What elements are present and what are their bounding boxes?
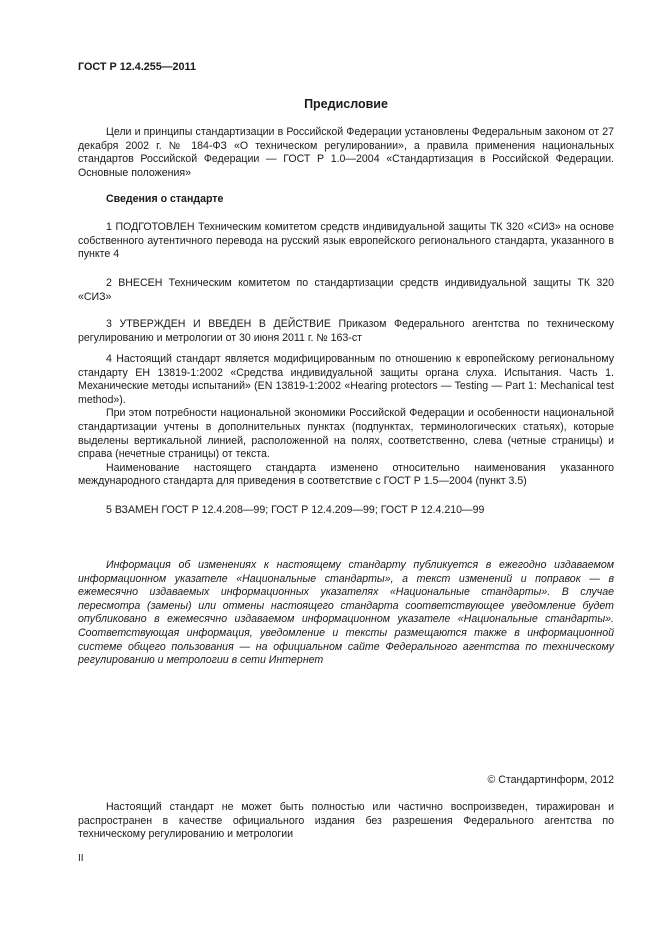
item-5-section (78, 504, 614, 518)
item-4-paragraph-1: 4 Настоящий стандарт является модифицированным по отношению к европейскому региональному стандарту ЕН 13819-1:2002 «Средства индивидуальной защиты органа слуха. Испытания. Часть 1. Механические методы испытаний» (EN 13819-1:2002 «Hearing protectors — Testing — Part 1: Mechanical test method»). (78, 353, 614, 406)
page-number: II (78, 853, 84, 864)
section-subheading: Сведения о стандарте (106, 193, 224, 205)
copyright-line: © Стандартинформ, 2012 (487, 774, 614, 786)
reproduction-notice: Настоящий стандарт не может быть полностью или частично воспроизведен, тиражирован и распространен в качестве официального издания без разрешения Федерального агентства по техническому регулированию и метрологии (78, 801, 614, 841)
reproduction-section (78, 801, 614, 842)
intro-section (78, 126, 614, 180)
info-notice-paragraph: Информация об изменениях к настоящему стандарту публикуется в ежегодно издаваемом информационном указателе «Национальные стандарты», а текст изменений и поправок — в ежемесячно издаваемых информационных указателях «Национальные стандарты». В случае пересмотра (замены) или отмены настоящего стандарта соответствующее уведомление будет опубликовано в ежемесячно издаваемом информационном указателе «Национальные стандарты». Соответствующая информация, уведомление и тексты размещаются также в информационной системе общего пользования — на официальном сайте Федерального агентства по техническому регулированию и метрологии в сети Интернет (78, 559, 614, 667)
document-page (78, 0, 614, 936)
standard-code: ГОСТ Р 12.4.255—2011 (78, 61, 196, 73)
item-5-paragraph: 5 ВЗАМЕН ГОСТ Р 12.4.208—99; ГОСТ Р 12.4.209—99; ГОСТ Р 12.4.210—99 (106, 504, 485, 516)
item-4-section (78, 353, 614, 489)
page-title: Предисловие (304, 97, 388, 111)
info-notice-section (78, 559, 614, 668)
item-1-section (78, 221, 614, 262)
item-2-section (78, 277, 614, 304)
item-4-paragraph-3: Наименование настоящего стандарта изменено относительно наименования указанного международного стандарта для приведения в соответствие с ГОСТ Р 1.5—2004 (пункт 3.5) (78, 461, 614, 488)
item-3-section (78, 318, 614, 345)
item-1-paragraph: 1 ПОДГОТОВЛЕН Техническим комитетом средств индивидуальной защиты ТК 320 «СИЗ» на основе собственного аутентичного перевода на русский язык европейского регионального стандарта, указанного в пункте 4 (78, 221, 614, 261)
intro-paragraph: Цели и принципы стандартизации в Российской Федерации установлены Федеральным законом от 27 декабря 2002 г. № 184-ФЗ «О техническом регулировании», а правила применения национальных стандартов Российской Федерации — ГОСТ Р 1.0—2004 «Стандартизация в Российской Федерации. Основные положения» (78, 126, 614, 179)
item-3-paragraph: 3 УТВЕРЖДЕН И ВВЕДЕН В ДЕЙСТВИЕ Приказом Федерального агентства по техническому регулированию и метрологии от 30 июня 2011 г. № 163-ст (78, 318, 614, 344)
item-2-paragraph: 2 ВНЕСЕН Техническим комитетом по стандартизации средств индивидуальной защиты ТК 320 «СИЗ» (78, 277, 614, 303)
item-4-paragraph-2: При этом потребности национальной экономики Российской Федерации и особенности национальной стандартизации учтены в дополнительных пунктах (подпунктах, терминологических статьях), которые выделены вертикальной линией, расположенной на полях, соответственно, слева (четные страницы) и справа (нечетные страницы) от текста. (78, 407, 614, 461)
